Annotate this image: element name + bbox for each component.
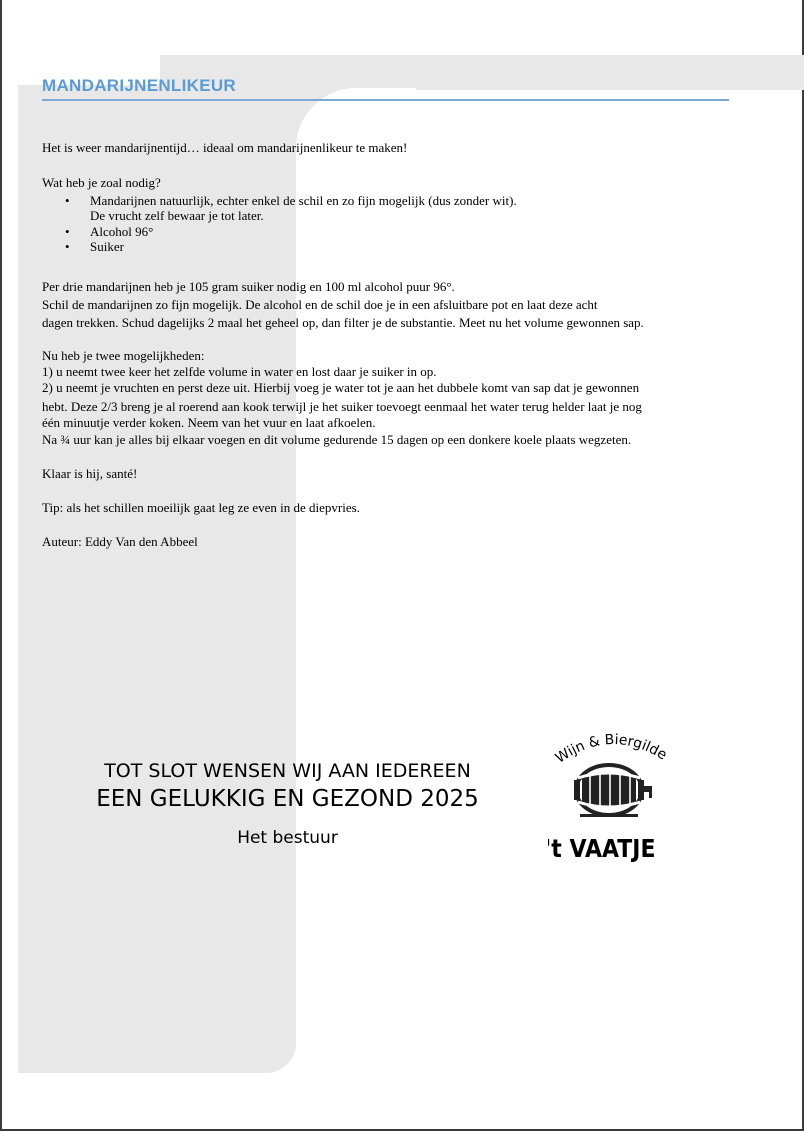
logo-top-text-path: Wijn & Biergilde [552,731,670,767]
list-item [65,224,517,239]
page-title: MANDARIJNENLIKEUR [42,76,236,95]
ingredient-line: De vrucht zelf bewaar je tot later. [90,208,264,224]
barrel-graphic [574,763,652,817]
needs-heading: Wat heb je zoal nodig? [42,175,161,190]
paragraph-line: hebt. Deze 2/3 breng je al roerend aan kook terwijl je het suiker toevoegt eenmaal het water terug helder laat je nog [42,399,642,414]
footer-year-line: EEN GELUKKIG EN GEZOND 2025 [96,786,479,812]
ingredient-list [65,193,517,254]
list-item [65,239,517,254]
footer-wish-line: TOT SLOT WENSEN WIJ AAN IEDEREEN [104,760,471,782]
list-item [65,193,517,224]
footer-signature: Het bestuur [237,828,338,848]
author-text: Auteur: Eddy Van den Abbeel [42,534,198,549]
paragraph-line: Per drie mandarijnen heb je 105 gram suiker nodig en 100 ml alcohol puur 96°. [42,279,455,294]
barrel-icon [548,728,678,868]
paragraph-line: 2) u neemt je vruchten en perst deze uit. Hierbij voeg je water tot je aan het dubbele komt van sap dat je gewonnen [42,380,640,395]
intro-text: Het is weer mandarijnentijd… ideaal om mandarijnenlikeur te maken! [42,140,408,155]
ingredient-line: • Mandarijnen natuurlijk, echter enkel de schil en zo fijn mogelijk (dus zonder wit). [90,193,517,208]
ingredient-line: • Suiker [90,238,124,254]
paragraph-line: 1) u neemt twee keer het zelfde volume in water en lost daar je suiker in op. [42,364,437,379]
paragraph-line: Nu heb je twee mogelijkheden: [42,348,205,363]
title-underline [42,99,729,101]
page-border-left [0,0,2,1131]
logo-bottom-text: 't VAATJE [548,833,656,864]
ingredient-line: • Alcohol 96° [90,223,154,239]
guild-logo [548,728,678,868]
tip-text: Tip: als het schillen moeilijk gaat leg ze even in de diepvries. [42,500,360,515]
closing-text: Klaar is hij, santé! [42,466,138,481]
paragraph-line: Schil de mandarijnen zo fijn mogelijk. De alcohol en de schil doe je in een afsluitbare pot en laat deze acht [42,297,598,312]
paragraph-line: één minuutje verder koken. Neem van het vuur en laat afkoelen. [42,415,376,430]
logo-top-text [553,732,670,767]
paragraph-line: dagen trekken. Schud dagelijks 2 maal het geheel op, dan filter je de substantie. Meet nu het volume gewonnen sap. [42,315,644,330]
paragraph-line: Na ¾ uur kan je alles bij elkaar voegen en dit volume gedurende 15 dagen op een donkere koele plaats wegzeten. [42,432,632,447]
